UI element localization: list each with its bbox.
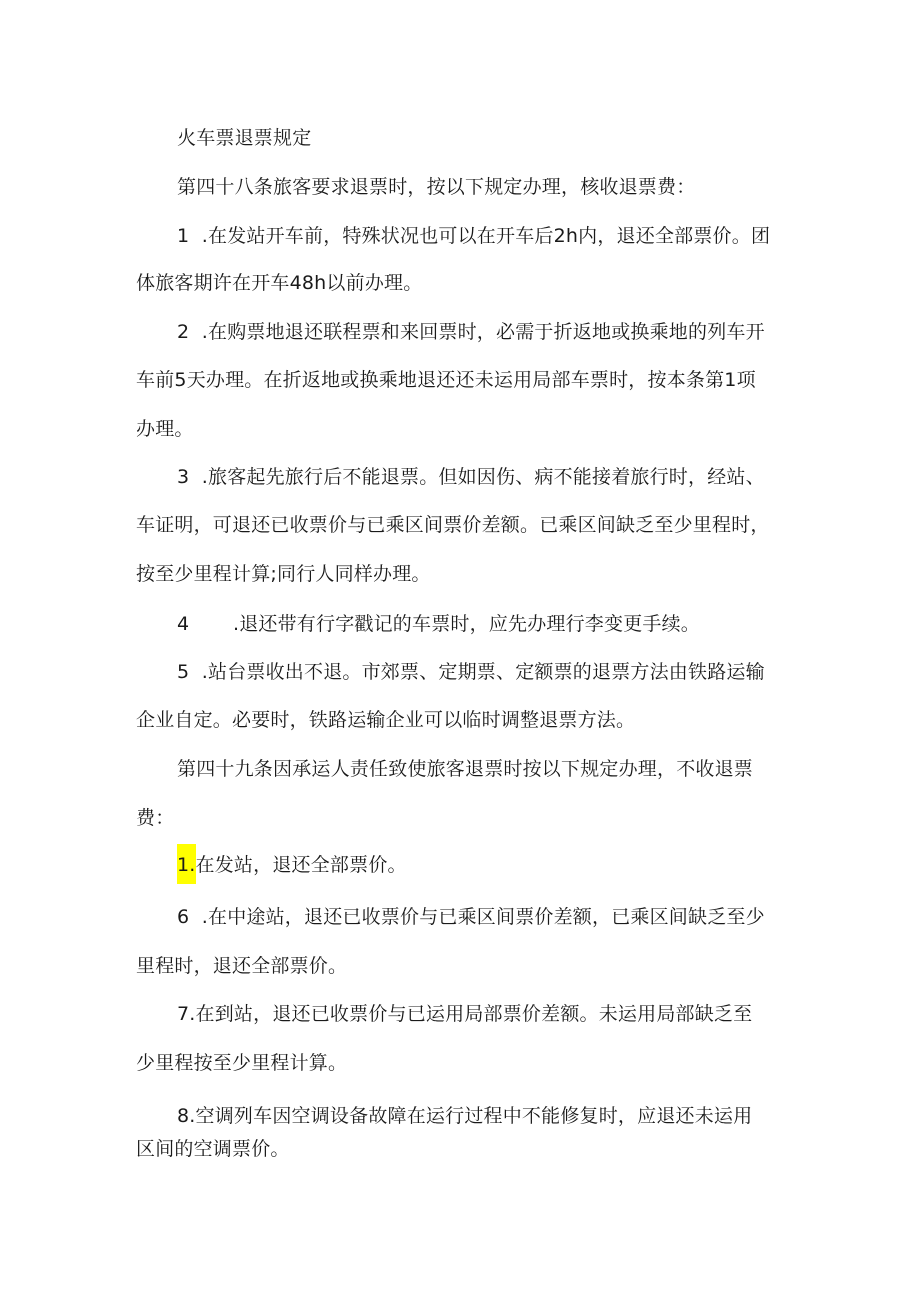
article-49-item-7-line-1: 7.在到站，退还已收票价与已运用局部票价差额。未运用局部缺乏至: [177, 1003, 753, 1025]
article-49-item-7-line-2: 少里程按至少里程计算。: [136, 1052, 348, 1074]
article-48-item-2-line-2: 车前5天办理。在折返地或换乘地退还还未运用局部车票时，按本条第1项: [136, 369, 756, 391]
article-48-item-4-line-1: 4 .退还带有行字戳记的车票时，应先办理行李变更手续。: [177, 613, 701, 635]
article-48-item-2-line-3: 办理。: [136, 418, 194, 440]
article-48-item-1-line-2: 体旅客期许在开车48h以前办理。: [136, 272, 423, 294]
article-49-item-8-line-2: 区间的空调票价。: [136, 1138, 290, 1160]
article-48-intro: 第四十八条旅客要求退票时，按以下规定办理，核收退票费：: [177, 176, 696, 198]
article-48-item-5-line-1: 5 .站台票收出不退。市郊票、定期票、定额票的退票方法由铁路运输: [177, 661, 765, 683]
document-title: 火车票退票规定: [177, 127, 312, 149]
article-48-item-5-line-2: 企业自定。必要时，铁路运输企业可以临时调整退票方法。: [136, 709, 636, 731]
article-49-intro-line-1: 第四十九条因承运人责任致使旅客退票时按以下规定办理，不收退票: [177, 758, 754, 780]
article-49-item-6-line-1: 6 .在中途站，退还已收票价与已乘区间票价差额，已乘区间缺乏至少: [177, 906, 765, 928]
article-49-item-1: [177, 853, 407, 877]
article-48-item-3-line-1: 3 .旅客起先旅行后不能退票。但如因伤、病不能接着旅行时，经站、: [177, 466, 765, 488]
article-48-item-3-line-3: 按至少里程计算;同行人同样办理。: [136, 563, 431, 585]
article-48-item-2-line-1: 2 .在购票地退还联程票和来回票时，必需于折返地或换乘地的列车开: [177, 321, 765, 343]
article-48-item-1-line-1: 1 .在发站开车前，特殊状况也可以在开车后2h内，退还全部票价。团: [177, 225, 771, 247]
article-48-item-3-line-2: 车证明，可退还已收票价与已乘区间票价差额。已乘区间缺乏至少里程时，: [136, 514, 770, 536]
article-49-item-8-line-1: 8.空调列车因空调设备故障在运行过程中不能修复时，应退还未运用: [177, 1105, 753, 1127]
article-49-intro-line-2: 费：: [136, 807, 175, 829]
highlighted-item-number: 1.: [177, 844, 196, 884]
article-49-item-6-line-2: 里程时，退还全部票价。: [136, 955, 348, 977]
article-49-item-1-text: 在发站，退还全部票价。: [195, 854, 407, 876]
